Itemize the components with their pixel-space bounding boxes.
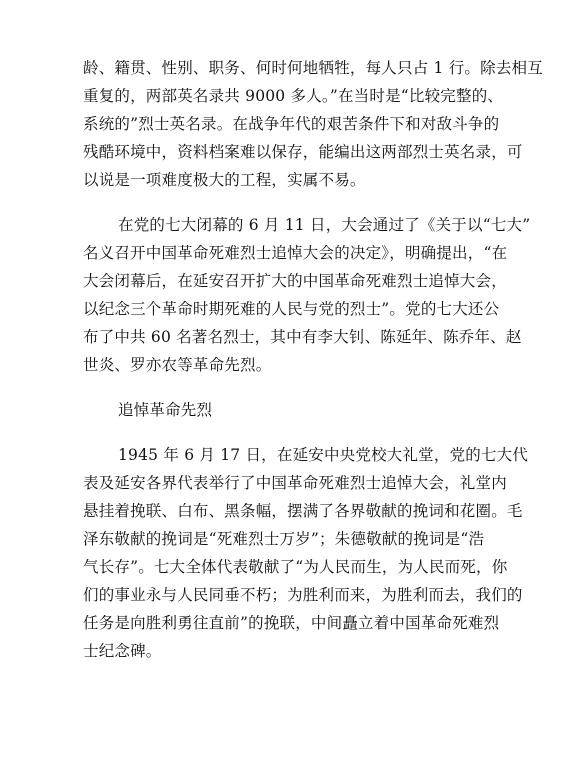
paragraph-3-line-7: 任务是向胜利勇往直前”的挽联，中间矗立着中国革命死难烈: [83, 614, 500, 632]
paragraph-3-line-4: 泽东敬献的挽词是“死难烈士万岁”；朱德敬献的挽词是“浩: [83, 530, 485, 548]
paragraph-1-line-2: 重复的，两部英名录共 9000 多人。”在当时是“比较完整的、: [83, 87, 504, 105]
paragraph-2-line-2: 名义召开中国革命死难烈士追悼大会的决定》，明确提出，“在: [83, 244, 508, 262]
paragraph-1-line-1: 龄、籍贯、性别、职务、何时何地牺牲，每人只占 1 行。除去相互: [83, 59, 543, 77]
paragraph-2-line-5: 布了中共 60 名著名烈士，其中有李大钊、陈延年、陈乔年、赵: [83, 328, 522, 346]
paragraph-1-line-3: 系统的”烈士英名录。在战争年代的艰苦条件下和对敌斗争的: [83, 115, 500, 133]
paragraph-2-line-1: 在党的七大闭幕的 6 月 11 日，大会通过了《关于以“七大”: [118, 216, 531, 234]
paragraph-3-line-8: 士纪念碑。: [83, 642, 162, 660]
paragraph-1-line-5: 以说是一项难度极大的工程，实属不易。: [83, 171, 366, 189]
section-heading: 追悼革命先烈: [118, 401, 213, 419]
paragraph-2-line-3: 大会闭幕后，在延安召开扩大的中国革命死难烈士追悼大会，: [83, 272, 507, 290]
paragraph-3-line-1: 1945 年 6 月 17 日，在延安中央党校大礼堂，党的七大代: [118, 446, 529, 464]
paragraph-3-line-2: 表及延安各界代表举行了中国革命死难烈士追悼大会，礼堂内: [83, 474, 507, 492]
paragraph-1-line-4: 残酷环境中，资料档案难以保存，能编出这两部烈士英名录，可: [83, 143, 523, 161]
paragraph-3-line-3: 悬挂着挽联、白布、黑条幅，摆满了各界敬献的挽词和花圈。毛: [83, 502, 523, 520]
paragraph-3-line-6: 们的事业永与人民同垂不朽；为胜利而来，为胜利而去，我们的: [83, 586, 523, 604]
paragraph-2-line-4: 以纪念三个革命时期死难的人民与党的烈士”。党的七大还公: [83, 300, 500, 318]
paragraph-3-line-5: 气长存”。七大全体代表敬献了“为人民而生，为人民而死，你: [83, 558, 508, 576]
paragraph-2-line-6: 世炎、罗亦农等革命先烈。: [83, 356, 272, 374]
